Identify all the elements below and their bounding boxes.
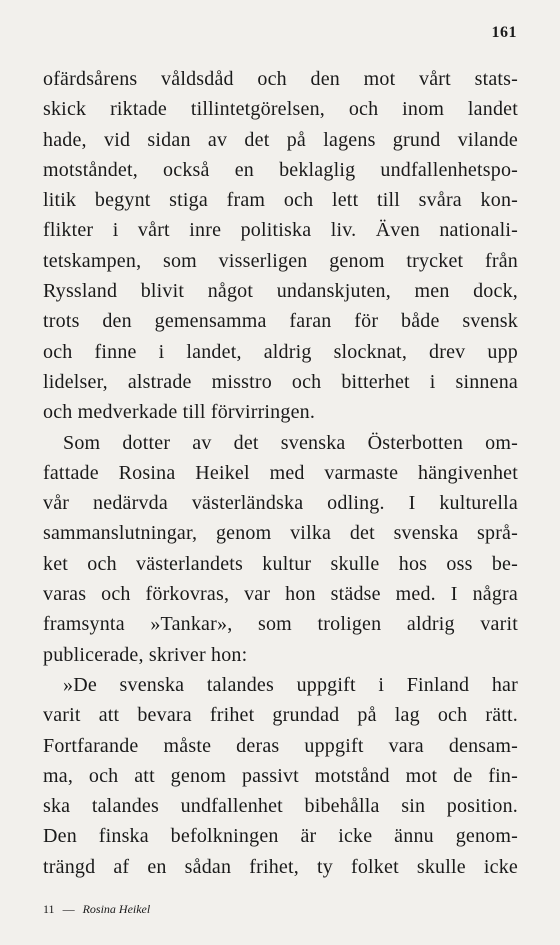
text-line: ket och västerlandets kultur skulle hos oss be-: [43, 552, 518, 575]
page-number: 161: [491, 24, 517, 41]
text-line: ska talandes undfallenhet bibehålla sin position.: [43, 795, 518, 818]
text-line: flikter i vårt inre politiska liv. Även nationali-: [43, 219, 518, 242]
printer-signature-mark: [43, 902, 150, 917]
text-line: och medverkade till förvirringen.: [43, 401, 316, 424]
text-line: hade, vid sidan av det på lagens grund vilande: [43, 128, 518, 151]
text-line: ofärdsårens våldsdåd och den mot vårt stats-: [43, 68, 518, 90]
text-line: lidelser, alstrade misstro och bitterhet i sinnena: [43, 370, 518, 393]
text-line: Fortfarande måste deras uppgift vara densam-: [43, 734, 518, 757]
text-line: Som dotter av det svenska Österbotten om-: [63, 431, 518, 454]
text-line: och finne i landet, aldrig slocknat, drev upp: [43, 340, 518, 363]
signature-name: Rosina Heikel: [82, 902, 151, 916]
signature-number: 11: [43, 902, 55, 916]
text-line: trots den gemensamma faran för både svensk: [43, 310, 518, 333]
text-line: »De svenska talandes uppgift i Finland har: [63, 673, 518, 696]
text-line: fattade Rosina Heikel med varmaste hängivenhet: [43, 461, 518, 484]
body-text: [43, 64, 518, 882]
signature-dash: —: [62, 902, 75, 916]
text-line: varit att bevara frihet grundad på lag och rätt.: [43, 704, 518, 727]
text-line: motståndet, också en beklaglig undfallenhetspo-: [43, 158, 518, 181]
text-line: varas och förkovras, var hon städse med. I några: [43, 583, 518, 606]
text-line: ma, och att genom passivt motstånd mot de fin-: [43, 764, 518, 787]
text-line: framsynta »Tankar», som troligen aldrig varit: [43, 613, 518, 636]
text-line: tetskampen, som visserligen genom trycket från: [43, 249, 518, 272]
text-line: sammanslutningar, genom vilka det svenska språ-: [43, 522, 518, 545]
text-line: Ryssland blivit något undanskjuten, men dock,: [43, 280, 518, 303]
text-line: litik begynt stiga fram och lett till svåra kon-: [43, 189, 518, 212]
text-line: Den finska befolkningen är icke ännu genom-: [43, 825, 518, 848]
text-line: vår nedärvda västerländska odling. I kulturella: [43, 492, 518, 515]
text-line: publicerade, skriver hon:: [43, 643, 248, 666]
text-line: skick riktade tillintetgörelsen, och inom landet: [43, 98, 518, 121]
text-line: trängd af en sådan frihet, ty folket skulle icke: [43, 855, 518, 878]
